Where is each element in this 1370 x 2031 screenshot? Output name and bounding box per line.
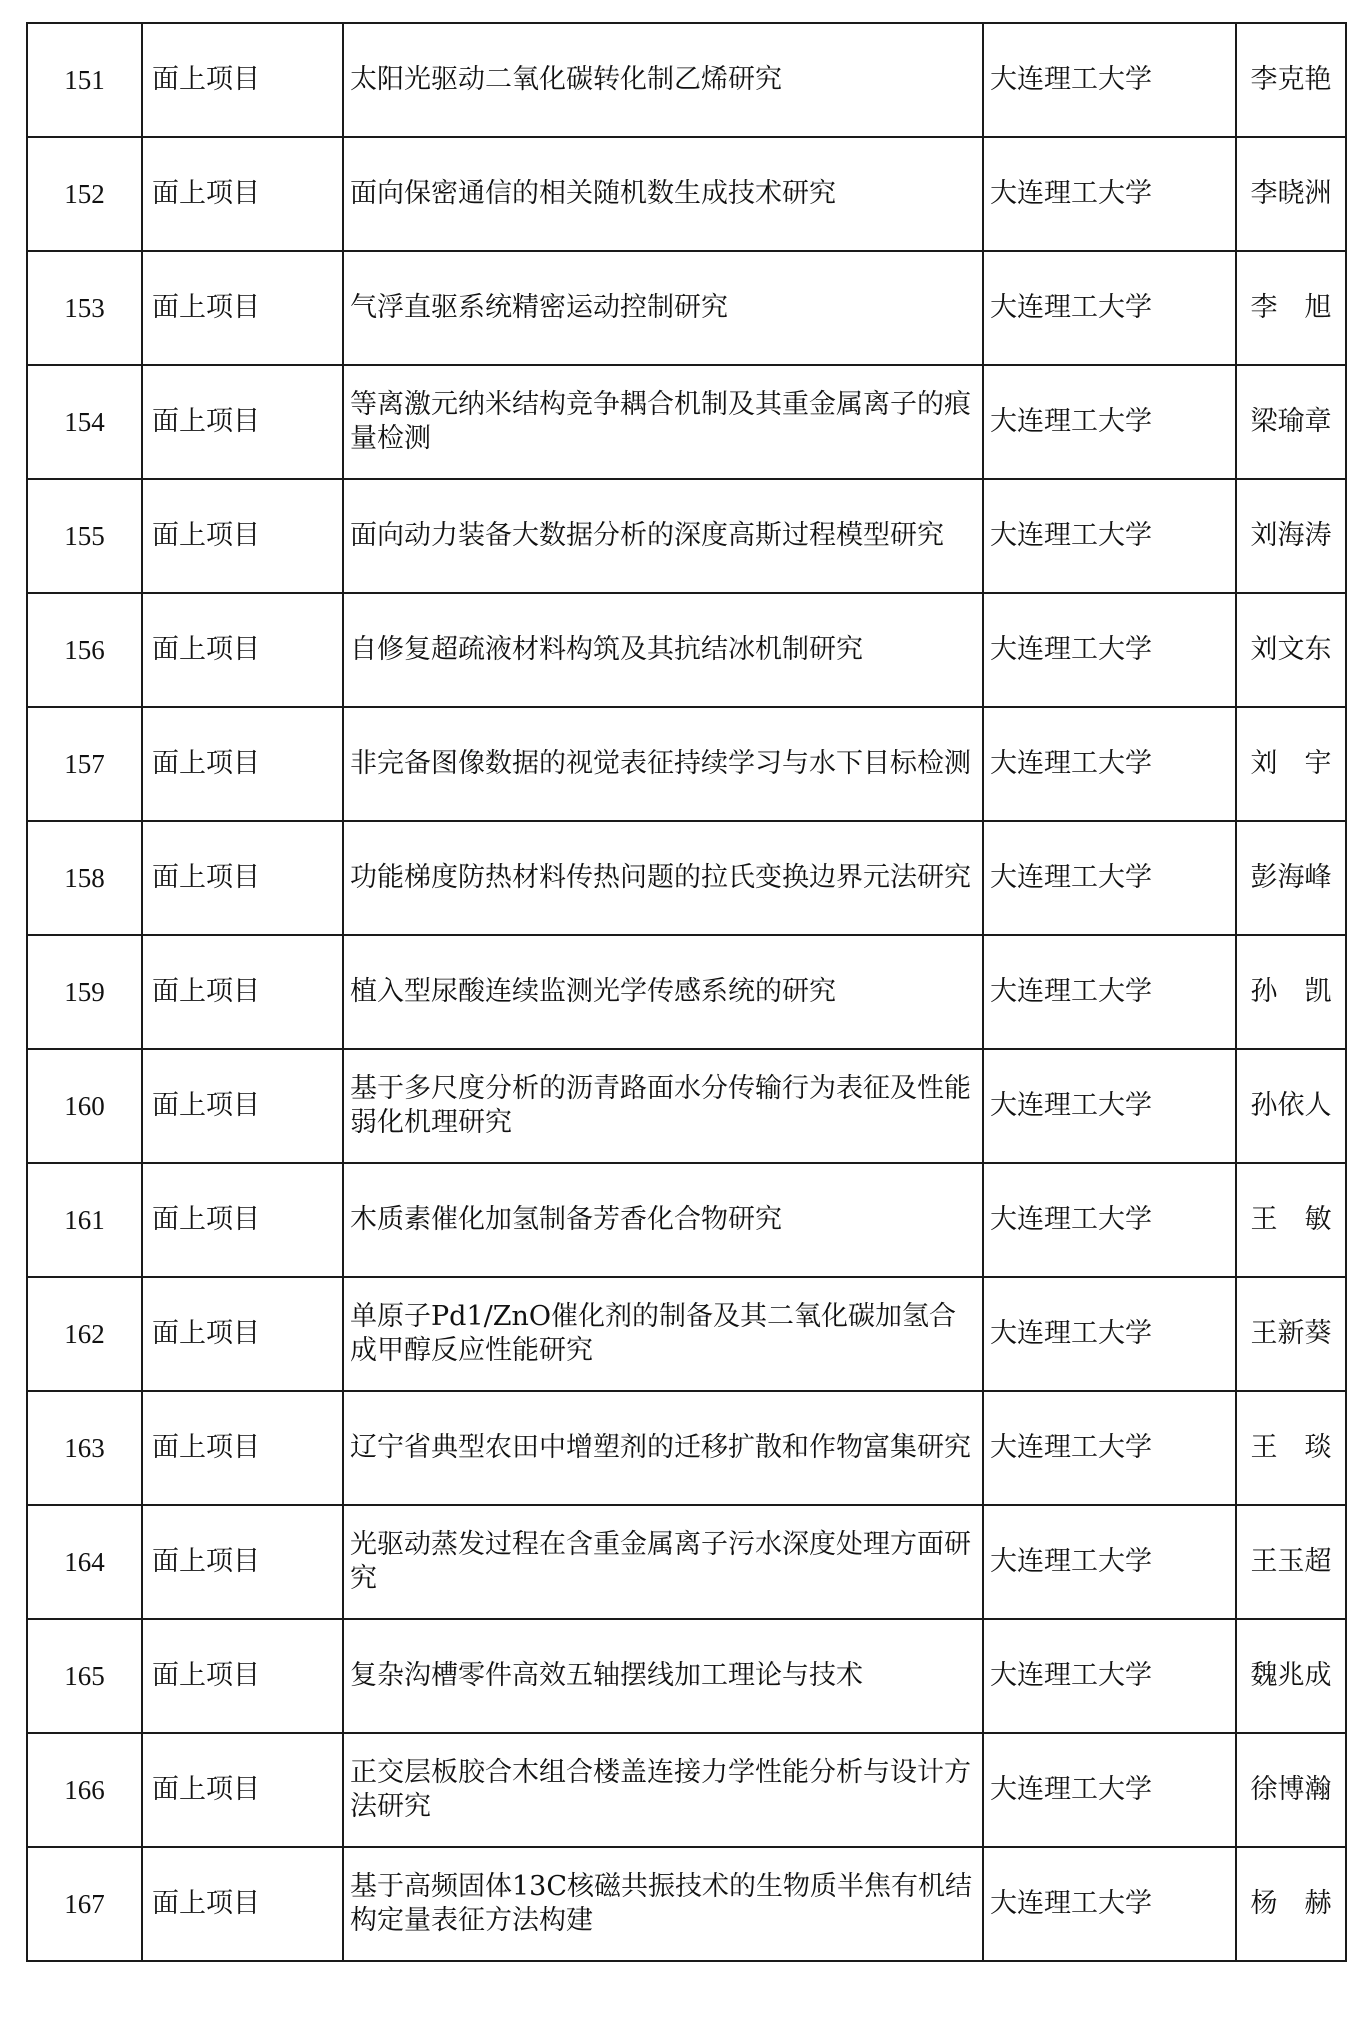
project-title-cell [343,479,983,593]
institution: 大连理工大学 [990,748,1152,779]
project-type: 面上项目 [152,634,260,665]
project-title: 等离激元纳米结构竞争耦合机制及其重金属离子的痕量检测 [350,389,971,454]
project-number-cell [27,137,142,251]
project-title: 非完备图像数据的视觉表征持续学习与水下目标检测 [350,748,971,779]
institution-cell [983,821,1236,935]
project-number-cell [27,935,142,1049]
table-row [27,593,1346,707]
principal-investigator-cell [1236,1049,1346,1163]
project-number: 156 [64,635,105,665]
principal-investigator: 魏兆成 [1250,1660,1332,1691]
project-number: 157 [64,749,105,779]
project-number-cell [27,23,142,137]
project-number-cell [27,1505,142,1619]
project-type-cell [142,251,343,365]
project-number-cell [27,1619,142,1733]
project-number: 164 [64,1547,105,1577]
table-row [27,935,1346,1049]
project-title: 复杂沟槽零件高效五轴摆线加工理论与技术 [350,1660,863,1691]
project-type-cell [142,593,343,707]
project-number-cell [27,1391,142,1505]
project-title: 辽宁省典型农田中增塑剂的迁移扩散和作物富集研究 [350,1432,971,1463]
principal-investigator-cell [1236,365,1346,479]
table-row [27,479,1346,593]
project-title-cell [343,1391,983,1505]
project-title: 木质素催化加氢制备芳香化合物研究 [350,1204,782,1235]
table-row [27,821,1346,935]
institution: 大连理工大学 [990,178,1152,209]
project-type: 面上项目 [152,748,260,779]
institution: 大连理工大学 [990,634,1152,665]
table-row [27,365,1346,479]
table-row [27,1163,1346,1277]
project-title: 基于高频固体13C核磁共振技术的生物质半焦有机结构定量表征方法构建 [350,1871,973,1936]
project-number: 165 [64,1661,105,1691]
principal-investigator-cell [1236,1733,1346,1847]
project-title-cell [343,1619,983,1733]
project-type-cell [142,1733,343,1847]
project-type: 面上项目 [152,1204,260,1235]
institution: 大连理工大学 [990,1090,1152,1121]
project-number: 162 [64,1319,105,1349]
principal-investigator-cell [1236,1277,1346,1391]
principal-investigator-cell [1236,1163,1346,1277]
project-number-cell [27,251,142,365]
principal-investigator-cell [1236,821,1346,935]
institution: 大连理工大学 [990,292,1152,323]
principal-investigator-cell [1236,137,1346,251]
project-table [26,22,1347,1962]
project-type-cell [142,1391,343,1505]
principal-investigator: 孙 凯 [1250,976,1332,1007]
principal-investigator: 王玉超 [1250,1546,1332,1577]
project-title-cell [343,935,983,1049]
project-type-cell [142,479,343,593]
project-type-cell [142,365,343,479]
principal-investigator: 彭海峰 [1250,862,1332,893]
institution-cell [983,1505,1236,1619]
project-number: 151 [64,65,105,95]
principal-investigator-cell [1236,935,1346,1049]
project-number: 152 [64,179,105,209]
table-row [27,1619,1346,1733]
project-type: 面上项目 [152,1318,260,1349]
project-type: 面上项目 [152,292,260,323]
project-number-cell [27,479,142,593]
project-number-cell [27,1163,142,1277]
project-title-cell [343,1163,983,1277]
institution: 大连理工大学 [990,1204,1152,1235]
project-title-cell [343,1049,983,1163]
project-type-cell [142,1505,343,1619]
project-type-cell [142,935,343,1049]
table-row [27,1391,1346,1505]
project-title-cell [343,137,983,251]
table-row [27,707,1346,821]
principal-investigator: 徐博瀚 [1250,1774,1332,1805]
table-row [27,1277,1346,1391]
project-type-cell [142,1163,343,1277]
project-number-cell [27,1049,142,1163]
institution-cell [983,1847,1236,1961]
principal-investigator: 杨 赫 [1250,1888,1332,1919]
table-row [27,1733,1346,1847]
project-title: 植入型尿酸连续监测光学传感系统的研究 [350,976,836,1007]
project-number: 159 [64,977,105,1007]
principal-investigator: 李克艳 [1250,64,1332,95]
institution-cell [983,1619,1236,1733]
principal-investigator: 刘海涛 [1250,520,1332,551]
table-row [27,137,1346,251]
project-type-cell [142,1619,343,1733]
principal-investigator: 孙依人 [1250,1090,1332,1121]
principal-investigator-cell [1236,1847,1346,1961]
project-title: 气浮直驱系统精密运动控制研究 [350,292,728,323]
principal-investigator-cell [1236,593,1346,707]
project-number-cell [27,365,142,479]
project-title-cell [343,707,983,821]
project-title: 单原子Pd1/ZnO催化剂的制备及其二氧化碳加氢合成甲醇反应性能研究 [350,1301,957,1366]
table-row [27,1505,1346,1619]
project-type: 面上项目 [152,64,260,95]
project-title-cell [343,1277,983,1391]
project-title: 正交层板胶合木组合楼盖连接力学性能分析与设计方法研究 [350,1757,971,1822]
project-number-cell [27,707,142,821]
project-number-cell [27,1847,142,1961]
project-type-cell [142,821,343,935]
project-title-cell [343,593,983,707]
project-number-cell [27,1733,142,1847]
institution: 大连理工大学 [990,64,1152,95]
table-body [27,23,1346,1961]
project-type: 面上项目 [152,976,260,1007]
principal-investigator-cell [1236,251,1346,365]
project-title: 光驱动蒸发过程在含重金属离子污水深度处理方面研究 [350,1529,971,1594]
institution: 大连理工大学 [990,1888,1152,1919]
project-title-cell [343,821,983,935]
project-number: 154 [64,407,105,437]
project-type: 面上项目 [152,406,260,437]
project-title-cell [343,23,983,137]
project-title: 功能梯度防热材料传热问题的拉氏变换边界元法研究 [350,862,971,893]
project-type-cell [142,1049,343,1163]
institution-cell [983,1391,1236,1505]
institution: 大连理工大学 [990,976,1152,1007]
project-title: 太阳光驱动二氧化碳转化制乙烯研究 [350,64,782,95]
institution: 大连理工大学 [990,862,1152,893]
project-type: 面上项目 [152,862,260,893]
institution-cell [983,1049,1236,1163]
institution: 大连理工大学 [990,1660,1152,1691]
project-number-cell [27,821,142,935]
principal-investigator-cell [1236,1619,1346,1733]
project-number: 166 [64,1775,105,1805]
project-type: 面上项目 [152,178,260,209]
project-title-cell [343,1505,983,1619]
project-type-cell [142,707,343,821]
principal-investigator: 刘 宇 [1250,748,1332,779]
project-type: 面上项目 [152,1774,260,1805]
institution-cell [983,251,1236,365]
institution: 大连理工大学 [990,520,1152,551]
institution-cell [983,1163,1236,1277]
institution-cell [983,365,1236,479]
table-row [27,1847,1346,1961]
institution: 大连理工大学 [990,1318,1152,1349]
project-number: 161 [64,1205,105,1235]
institution: 大连理工大学 [990,406,1152,437]
project-title-cell [343,1733,983,1847]
project-type-cell [142,1277,343,1391]
table-row [27,251,1346,365]
project-title: 面向保密通信的相关随机数生成技术研究 [350,178,836,209]
project-type-cell [142,137,343,251]
principal-investigator: 李晓洲 [1250,178,1332,209]
principal-investigator-cell [1236,1505,1346,1619]
institution-cell [983,593,1236,707]
project-type: 面上项目 [152,1090,260,1121]
institution: 大连理工大学 [990,1774,1152,1805]
project-title: 自修复超疏液材料构筑及其抗结冰机制研究 [350,634,863,665]
principal-investigator: 王 琰 [1250,1432,1332,1463]
project-title: 基于多尺度分析的沥青路面水分传输行为表征及性能弱化机理研究 [350,1073,971,1138]
institution-cell [983,707,1236,821]
project-number-cell [27,593,142,707]
project-type-cell [142,1847,343,1961]
project-type: 面上项目 [152,1888,260,1919]
project-number: 163 [64,1433,105,1463]
principal-investigator: 王新葵 [1250,1318,1332,1349]
project-type: 面上项目 [152,1546,260,1577]
principal-investigator-cell [1236,707,1346,821]
project-type-cell [142,23,343,137]
project-number-cell [27,1277,142,1391]
institution-cell [983,935,1236,1049]
project-title: 面向动力装备大数据分析的深度高斯过程模型研究 [350,520,944,551]
project-title-cell [343,1847,983,1961]
institution: 大连理工大学 [990,1432,1152,1463]
project-title-cell [343,251,983,365]
project-type: 面上项目 [152,520,260,551]
project-number: 153 [64,293,105,323]
table-row [27,23,1346,137]
principal-investigator: 梁瑜章 [1250,406,1332,437]
table-row [27,1049,1346,1163]
institution-cell [983,1733,1236,1847]
principal-investigator-cell [1236,23,1346,137]
project-type: 面上项目 [152,1432,260,1463]
project-number: 158 [64,863,105,893]
project-number: 160 [64,1091,105,1121]
principal-investigator: 李 旭 [1250,292,1332,323]
principal-investigator: 王 敏 [1250,1204,1332,1235]
project-type: 面上项目 [152,1660,260,1691]
institution: 大连理工大学 [990,1546,1152,1577]
institution-cell [983,23,1236,137]
principal-investigator: 刘文东 [1250,634,1332,665]
institution-cell [983,1277,1236,1391]
principal-investigator-cell [1236,1391,1346,1505]
institution-cell [983,479,1236,593]
institution-cell [983,137,1236,251]
principal-investigator-cell [1236,479,1346,593]
project-number: 167 [64,1889,105,1919]
project-number: 155 [64,521,105,551]
project-title-cell [343,365,983,479]
